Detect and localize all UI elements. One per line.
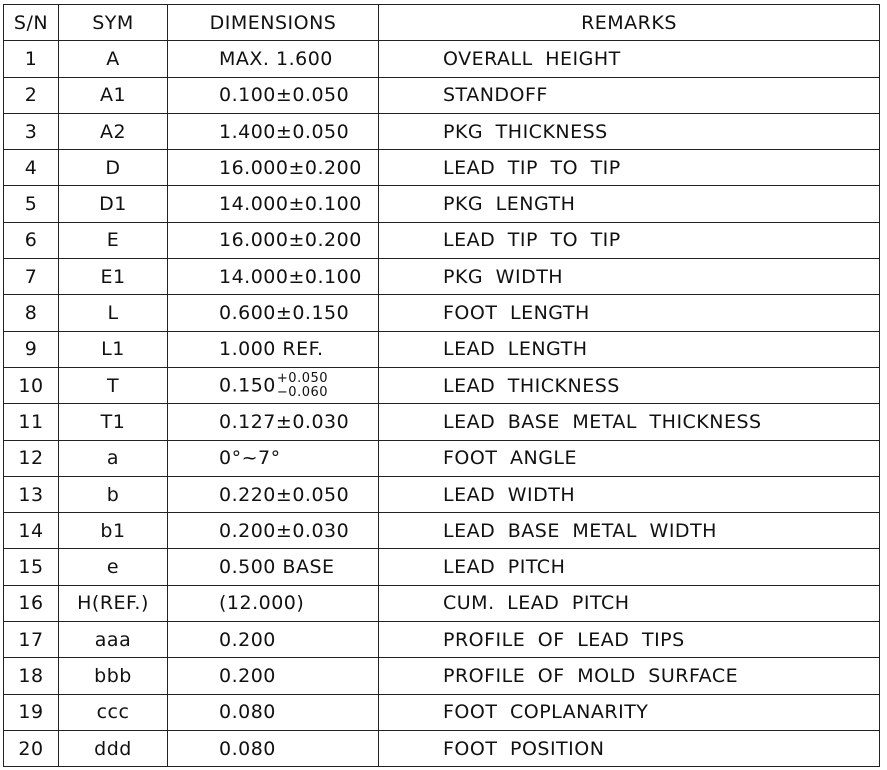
cell-sym: ddd (59, 730, 168, 766)
table-row (4, 658, 880, 694)
cell-remarks: STANDOFF (379, 77, 880, 113)
cell-dimensions: 0.100±0.050 (168, 77, 379, 113)
cell-sn: 15 (4, 549, 59, 585)
cell-dimensions: 14.000±0.100 (168, 186, 379, 222)
cell-dimensions (168, 367, 379, 403)
header-remarks: REMARKS (379, 5, 880, 41)
cell-sym: bbb (59, 658, 168, 694)
table-body (4, 41, 880, 767)
cell-sym: A1 (59, 77, 168, 113)
cell-sym: b (59, 476, 168, 512)
cell-remarks: LEAD BASE METAL THICKNESS (379, 404, 880, 440)
cell-sym: b1 (59, 513, 168, 549)
table-row (4, 513, 880, 549)
header-sym: SYM (59, 5, 168, 41)
cell-sym: A (59, 41, 168, 77)
cell-remarks: CUM. LEAD PITCH (379, 585, 880, 621)
table-row (4, 694, 880, 730)
header-sn: S/N (4, 5, 59, 41)
cell-dimensions: 0.080 (168, 694, 379, 730)
table-row (4, 186, 880, 222)
cell-remarks: PROFILE OF LEAD TIPS (379, 622, 880, 658)
cell-remarks: LEAD TIP TO TIP (379, 222, 880, 258)
table-row (4, 476, 880, 512)
cell-sym: e (59, 549, 168, 585)
cell-sn: 6 (4, 222, 59, 258)
cell-sym: H(REF.) (59, 585, 168, 621)
cell-sn: 10 (4, 367, 59, 403)
table-row (4, 585, 880, 621)
cell-sn: 20 (4, 730, 59, 766)
cell-dimensions: 0.200 (168, 658, 379, 694)
table-row (4, 367, 880, 403)
cell-dimensions: 0.600±0.150 (168, 295, 379, 331)
dimension-nominal: 0.150 (219, 374, 276, 397)
cell-dimensions: 16.000±0.200 (168, 150, 379, 186)
table-row (4, 113, 880, 149)
cell-remarks: LEAD WIDTH (379, 476, 880, 512)
tolerance-stack (277, 372, 329, 400)
cell-remarks: FOOT POSITION (379, 730, 880, 766)
header-dimensions: DIMENSIONS (168, 5, 379, 41)
table-row (4, 730, 880, 766)
cell-remarks: PKG WIDTH (379, 259, 880, 295)
cell-dimensions: 0.127±0.030 (168, 404, 379, 440)
cell-sn: 2 (4, 77, 59, 113)
cell-remarks: FOOT COPLANARITY (379, 694, 880, 730)
cell-dimensions: 0.200±0.030 (168, 513, 379, 549)
cell-dimensions: 0°~7° (168, 440, 379, 476)
cell-sn: 5 (4, 186, 59, 222)
cell-sym: aaa (59, 622, 168, 658)
cell-sn: 13 (4, 476, 59, 512)
cell-sn: 19 (4, 694, 59, 730)
cell-sn: 7 (4, 259, 59, 295)
cell-dimensions: 0.500 BASE (168, 549, 379, 585)
cell-sn: 16 (4, 585, 59, 621)
cell-remarks: OVERALL HEIGHT (379, 41, 880, 77)
cell-remarks: PKG THICKNESS (379, 113, 880, 149)
table-row (4, 549, 880, 585)
cell-sym: a (59, 440, 168, 476)
cell-sym: A2 (59, 113, 168, 149)
table-row (4, 331, 880, 367)
cell-sn: 14 (4, 513, 59, 549)
table-row (4, 222, 880, 258)
table-row (4, 41, 880, 77)
cell-dimensions: 16.000±0.200 (168, 222, 379, 258)
cell-dimensions: (12.000) (168, 585, 379, 621)
header-row (4, 5, 880, 41)
cell-dimensions: 1.400±0.050 (168, 113, 379, 149)
table-header (4, 5, 880, 41)
cell-sn: 18 (4, 658, 59, 694)
cell-sym: L (59, 295, 168, 331)
cell-sym: E1 (59, 259, 168, 295)
cell-dimensions: 1.000 REF. (168, 331, 379, 367)
cell-sn: 17 (4, 622, 59, 658)
tolerance-minus: −0.060 (276, 384, 329, 400)
cell-remarks: LEAD PITCH (379, 549, 880, 585)
cell-remarks: LEAD BASE METAL WIDTH (379, 513, 880, 549)
cell-remarks: FOOT ANGLE (379, 440, 880, 476)
tolerance-plus: +0.050 (276, 370, 329, 386)
cell-sn: 9 (4, 331, 59, 367)
table-row (4, 622, 880, 658)
cell-remarks: PKG LENGTH (379, 186, 880, 222)
cell-dimensions: 0.220±0.050 (168, 476, 379, 512)
cell-sym: ccc (59, 694, 168, 730)
cell-sn: 8 (4, 295, 59, 331)
cell-remarks: LEAD THICKNESS (379, 367, 880, 403)
cell-sym: L1 (59, 331, 168, 367)
table-row (4, 404, 880, 440)
table-row (4, 77, 880, 113)
cell-sym: D1 (59, 186, 168, 222)
table-row (4, 440, 880, 476)
cell-sn: 1 (4, 41, 59, 77)
dimension-table (3, 4, 880, 767)
cell-dimensions: 0.200 (168, 622, 379, 658)
cell-remarks: LEAD LENGTH (379, 331, 880, 367)
cell-remarks: LEAD TIP TO TIP (379, 150, 880, 186)
cell-dimensions: 14.000±0.100 (168, 259, 379, 295)
table-row (4, 150, 880, 186)
cell-sym: T1 (59, 404, 168, 440)
table-row (4, 295, 880, 331)
cell-sn: 11 (4, 404, 59, 440)
cell-sym: T (59, 367, 168, 403)
cell-sym: E (59, 222, 168, 258)
cell-sym: D (59, 150, 168, 186)
cell-sn: 12 (4, 440, 59, 476)
cell-dimensions: MAX. 1.600 (168, 41, 379, 77)
cell-dimensions: 0.080 (168, 730, 379, 766)
cell-remarks: PROFILE OF MOLD SURFACE (379, 658, 880, 694)
cell-remarks: FOOT LENGTH (379, 295, 880, 331)
cell-sn: 3 (4, 113, 59, 149)
cell-sn: 4 (4, 150, 59, 186)
table-row (4, 259, 880, 295)
